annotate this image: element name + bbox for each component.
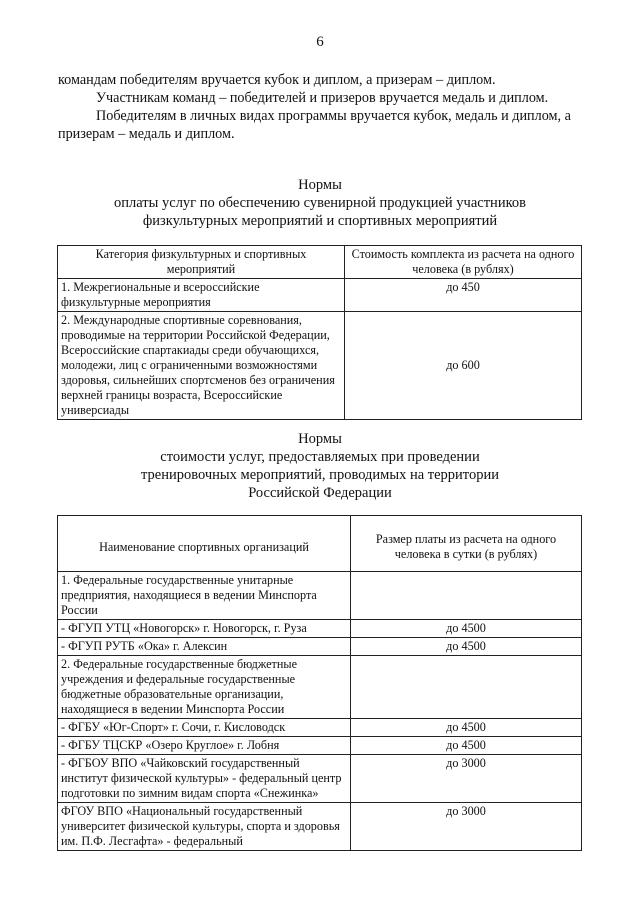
paragraph-2: Участникам команд – победителей и призеров вручается медаль и диплом. — [96, 90, 549, 106]
fee-cell — [351, 656, 582, 719]
organization-cell: - ФГБУ «Юг-Спорт» г. Сочи, г. Кисловодск — [58, 719, 351, 737]
fee-cell: до 4500 — [351, 638, 582, 656]
organization-cell: 2. Федеральные государственные бюджетные учреждения и федеральные государственные бюджетные образовательные организации, находящиеся в ведении Минспорта России — [58, 656, 351, 719]
category-cell: 2. Международные спортивные соревнования, проводимые на территории Российской Федерации, Всероссийские спартакиады среди обучающихся, молодежи, лиц с ограниченными возможностями здоровья, сильнейших спортсменов без ограничения верхней границы возраста, Всероссийские универсиады — [58, 312, 345, 420]
page-number: 6 — [316, 34, 324, 50]
table-row — [58, 737, 582, 755]
table-row — [58, 656, 582, 719]
section2-title-line: стоимости услуг, предоставляемых при проведении — [160, 449, 480, 465]
fee-cell: до 4500 — [351, 737, 582, 755]
table-row — [58, 312, 582, 420]
section1-title-line: оплаты услуг по обеспечению сувенирной продукцией участников — [114, 195, 526, 211]
category-cell: 1. Межрегиональные и всероссийские физкультурные мероприятия — [58, 279, 345, 312]
column-header-category: Категория физкультурных и спортивных мероприятий — [58, 246, 345, 279]
table-header-row — [58, 516, 582, 572]
table-row — [58, 572, 582, 620]
section2-title-line: тренировочных мероприятий, проводимых на территории — [141, 467, 499, 483]
fee-cell: до 3000 — [351, 755, 582, 803]
souvenir-norms-table — [57, 245, 582, 420]
fee-cell — [351, 572, 582, 620]
section1-title-line: физкультурных мероприятий и спортивных мероприятий — [142, 213, 498, 229]
section2-title-line: Российской Федерации — [248, 485, 392, 501]
table-header-row — [58, 246, 582, 279]
paragraph-3: Победителям в личных видах программы вручается кубок, медаль и диплом, а призерам – медаль и диплом. — [58, 108, 571, 142]
organization-cell: - ФГБУ ТЦСКР «Озеро Круглое» г. Лобня — [58, 737, 351, 755]
fee-cell: до 4500 — [351, 620, 582, 638]
table-row — [58, 620, 582, 638]
organization-cell: ФГОУ ВПО «Национальный государственный университет физической культуры, спорта и здоровья им. П.Ф. Лесгафта» - федеральный — [58, 803, 351, 851]
section1-title — [90, 176, 550, 230]
fee-cell: до 4500 — [351, 719, 582, 737]
table-row — [58, 279, 582, 312]
column-header-organization: Наименование спортивных организаций — [58, 516, 351, 572]
section2-title-line: Нормы — [298, 431, 342, 447]
organization-cell: - ФГУП РУТБ «Ока» г. Алексин — [58, 638, 351, 656]
cost-cell: до 600 — [345, 312, 582, 420]
organization-cell: - ФГУП УТЦ «Новогорск» г. Новогорск, г. Руза — [58, 620, 351, 638]
column-header-cost: Стоимость комплекта из расчета на одного человека (в рублях) — [345, 246, 582, 279]
table-row — [58, 719, 582, 737]
paragraph-1: командам победителям вручается кубок и диплом, а призерам – диплом. — [58, 72, 496, 88]
organization-cell: - ФГБОУ ВПО «Чайковский государственный институт физической культуры» - федеральный центр подготовки по зимним видам спорта «Снежинка» — [58, 755, 351, 803]
section1-title-line: Нормы — [298, 177, 342, 193]
column-header-fee: Размер платы из расчета на одного человека в сутки (в рублях) — [351, 516, 582, 572]
table-row — [58, 755, 582, 803]
fee-cell: до 3000 — [351, 803, 582, 851]
table-row — [58, 638, 582, 656]
training-norms-table — [57, 515, 582, 851]
section2-title — [90, 430, 550, 502]
cost-cell: до 450 — [345, 279, 582, 312]
organization-cell: 1. Федеральные государственные унитарные предприятия, находящиеся в ведении Минспорта России — [58, 572, 351, 620]
table-row — [58, 803, 582, 851]
